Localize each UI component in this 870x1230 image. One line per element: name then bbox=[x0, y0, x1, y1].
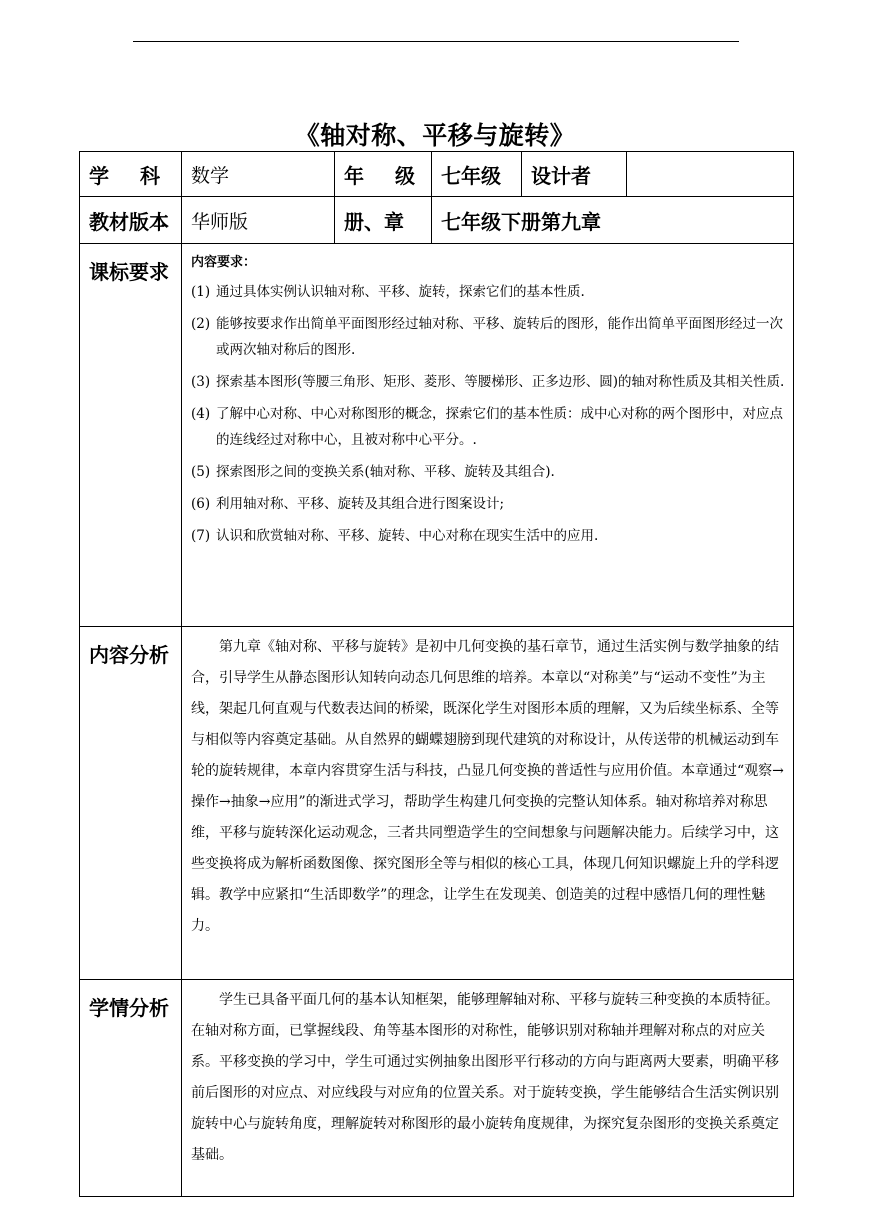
curriculum-item: (5) 探索图形之间的变换关系(轴对称、平移、旋转及其组合). bbox=[191, 464, 555, 480]
content-analysis-body bbox=[182, 627, 794, 980]
student-analysis-body bbox=[182, 980, 794, 1197]
edition-value: 华师版 bbox=[182, 197, 335, 244]
volume-value: 七年级下册第九章 bbox=[432, 197, 794, 244]
grade-value: 七年级 bbox=[432, 152, 522, 197]
curriculum-item: (7) 认识和欣赏轴对称、平移、旋转、中心对称在现实生活中的应用. bbox=[191, 528, 599, 544]
curriculum-label: 课标要求 bbox=[80, 244, 182, 627]
edition-label: 教材版本 bbox=[80, 197, 182, 244]
curriculum-item: (4) 了解中心对称、中心对称图形的概念，探索它们的基本性质：成中心对称的两个图形中，对应点的连线经过对称中心，且被对称中心平分。. bbox=[191, 406, 783, 448]
student-analysis-label: 学情分析 bbox=[80, 980, 182, 1197]
student-analysis-text: 学生已具备平面几何的基本认知框架，能够理解轴对称、平移与旋转三种变换的本质特征。在轴对称方面，已掌握线段、角等基本图形的对称性，能够识别对称轴并理解对称点的对应关系。平移变换的学习中，学生可通过实例抽象出图形平行移动的方向与距离两大要素，明确平移前后图形的对应点、对应线段与对应角的位置关系。对于旋转变换，学生能够结合生活实例识别旋转中心与旋转角度，理解旋转对称图形的最小旋转角度规律，为探究复杂图形的变换关系奠定基础。 bbox=[191, 992, 779, 1163]
grade-label: 年 级 bbox=[335, 152, 432, 197]
curriculum-item: (1) 通过具体实例认识轴对称、平移、旋转，探索它们的基本性质. bbox=[191, 284, 585, 300]
subject-value: 数学 bbox=[182, 152, 335, 197]
curriculum-item: (6) 利用轴对称、平移、旋转及其组合进行图案设计; bbox=[191, 496, 505, 512]
designer-label: 设计者 bbox=[522, 152, 627, 197]
content-analysis-text: 第九章《轴对称、平移与旋转》是初中几何变换的基石章节，通过生活实例与数学抽象的结合，引导学生从静态图形认知转向动态几何思维的培养。本章以“对称美”与“运动不变性”为主线，架起几何直观与代数表达间的桥梁，既深化学生对图形本质的理解，又为后续坐标系、全等与相似等内容奠定基础。从自然界的蝴蝶翅膀到现代建筑的对称设计，从传送带的机械运动到车轮的旋转规律，本章内容贯穿生活与科技，凸显几何变换的普适性与应用价值。本章通过“观察→操作→抽象→应用”的渐进式学习，帮助学生构建几何变换的完整认知体系。轴对称培养对称思维，平移与旋转深化运动观念，三者共同塑造学生的空间想象与问题解决能力。后续学习中，这些变换将成为解析函数图像、探究图形全等与相似的核心工具，体现几何知识螺旋上升的学科逻辑。教学中应紧扣“生活即数学”的理念，让学生在发现美、创造美的过程中感悟几何的理性魅力。 bbox=[191, 639, 784, 934]
lesson-plan-table bbox=[79, 151, 794, 1197]
table-row-info-1 bbox=[80, 152, 794, 197]
document-title: 《轴对称、平移与旋转》 bbox=[294, 121, 576, 150]
table-row-info-2 bbox=[80, 197, 794, 244]
subject-label: 学 科 bbox=[80, 152, 182, 197]
header-rule bbox=[133, 41, 739, 42]
content-analysis-label: 内容分析 bbox=[80, 627, 182, 980]
curriculum-item: (3) 探索基本图形(等腰三角形、矩形、菱形、等腰梯形、正多边形、圆)的轴对称性质及其相关性质. bbox=[191, 374, 785, 390]
volume-label: 册、章 bbox=[335, 197, 432, 244]
curriculum-content bbox=[182, 244, 794, 627]
curriculum-item: (2) 能够按要求作出简单平面图形经过轴对称、平移、旋转后的图形，能作出简单平面图形经过一次或两次轴对称后的图形. bbox=[191, 316, 783, 358]
table-row-content-analysis bbox=[80, 627, 794, 980]
table-row-student-analysis bbox=[80, 980, 794, 1197]
designer-value bbox=[627, 152, 794, 197]
curriculum-heading: 内容要求： bbox=[191, 255, 257, 270]
table-row-curriculum bbox=[80, 244, 794, 627]
